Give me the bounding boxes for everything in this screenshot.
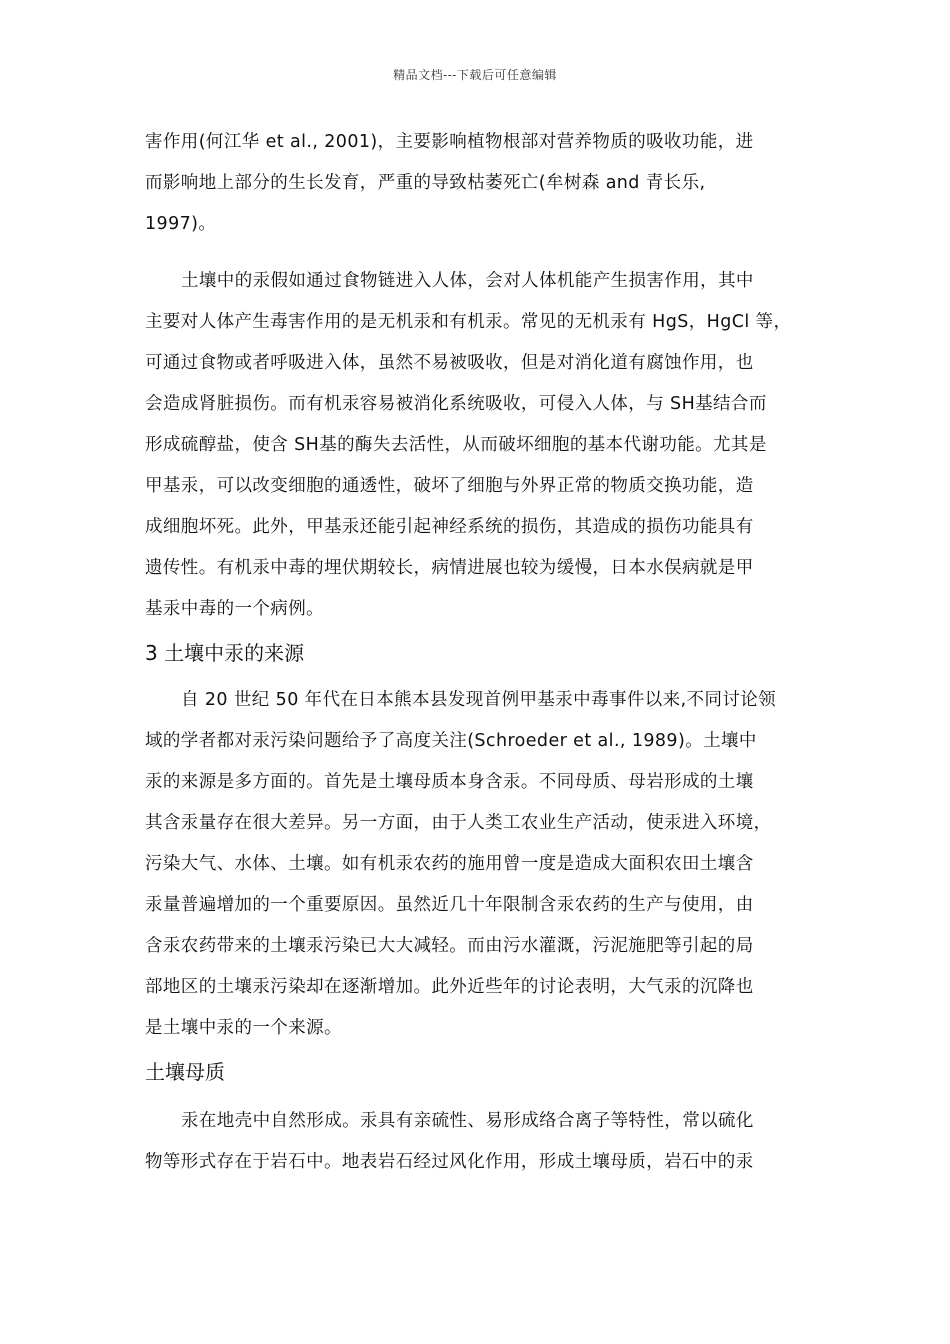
paragraph-mercury-sources xyxy=(145,680,807,1049)
text-line: 部地区的土壤汞污染却在逐渐增加。此外近些年的讨论表明，大气汞的沉降也 xyxy=(145,977,754,997)
text-line: 害作用(何江华 et al., 2001)，主要影响植物根部对营养物质的吸收功能，进 xyxy=(145,132,754,152)
text-line: 基汞中毒的一个病例。 xyxy=(145,599,324,619)
text-line: 成细胞坏死。此外，甲基汞还能引起神经系统的损伤，其造成的损伤功能具有 xyxy=(145,517,754,537)
subsection-heading: 土壤母质 xyxy=(145,1060,225,1084)
text-line: 会造成肾脏损伤。而有机汞容易被消化系统吸收，可侵入人体，与 SH基结合而 xyxy=(145,394,767,414)
text-line: 遗传性。有机汞中毒的埋伏期较长，病情进展也较为缓慢，日本水俣病就是甲 xyxy=(145,558,754,578)
text-line: 域的学者都对汞污染问题给予了高度关注(Schroeder et al., 1989)。土壤中 xyxy=(145,731,757,751)
text-line: 主要对人体产生毒害作用的是无机汞和有机汞。常见的无机汞有 HgS，HgCl 等， xyxy=(145,312,792,332)
page-header: 精品文档---下载后可任意编辑 xyxy=(393,68,557,82)
text-line: 自 20 世纪 50 年代在日本熊本县发现首例甲基汞中毒事件以来,不同讨论领 xyxy=(181,690,777,710)
text-line: 甲基汞，可以改变细胞的通透性，破坏了细胞与外界正常的物质交换功能，造 xyxy=(145,476,754,496)
text-line: 形成硫醇盐，使含 SH基的酶失去活性，从而破坏细胞的基本代谢功能。尤其是 xyxy=(145,435,767,455)
document-body xyxy=(145,122,807,1183)
text-line: 是土壤中汞的一个来源。 xyxy=(145,1018,342,1038)
text-line: 汞的来源是多方面的。首先是土壤母质本身含汞。不同母质、母岩形成的土壤 xyxy=(145,772,754,792)
paragraph-toxicity-plants xyxy=(145,122,807,245)
text-line: 污染大气、水体、土壤。如有机汞农药的施用曾一度是造成大面积农田土壤含 xyxy=(145,854,754,874)
text-line: 土壤中的汞假如通过食物链进入人体，会对人体机能产生损害作用，其中 xyxy=(181,271,754,291)
text-line: 物等形式存在于岩石中。地表岩石经过风化作用，形成土壤母质，岩石中的汞 xyxy=(145,1152,754,1172)
text-line: 含汞农药带来的土壤汞污染已大大减轻。而由污水灌溉，污泥施肥等引起的局 xyxy=(145,936,754,956)
text-line: 其含汞量存在很大差异。另一方面，由于人类工农业生产活动，使汞进入环境， xyxy=(145,813,772,833)
text-line: 汞在地壳中自然形成。汞具有亲硫性、易形成络合离子等特性，常以硫化 xyxy=(181,1111,754,1131)
paragraph-toxicity-humans xyxy=(145,261,807,630)
text-line: 而影响地上部分的生长发育，严重的导致枯萎死亡(牟树森 and 青长乐, xyxy=(145,173,706,193)
text-line: 可通过食物或者呼吸进入体，虽然不易被吸收，但是对消化道有腐蚀作用，也 xyxy=(145,353,754,373)
section-heading: 3 土壤中汞的来源 xyxy=(145,641,305,665)
text-line: 汞量普遍增加的一个重要原因。虽然近几十年限制含汞农药的生产与使用，由 xyxy=(145,895,754,915)
text-line: 1997)。 xyxy=(145,214,217,234)
paragraph-parent-material xyxy=(145,1101,807,1183)
